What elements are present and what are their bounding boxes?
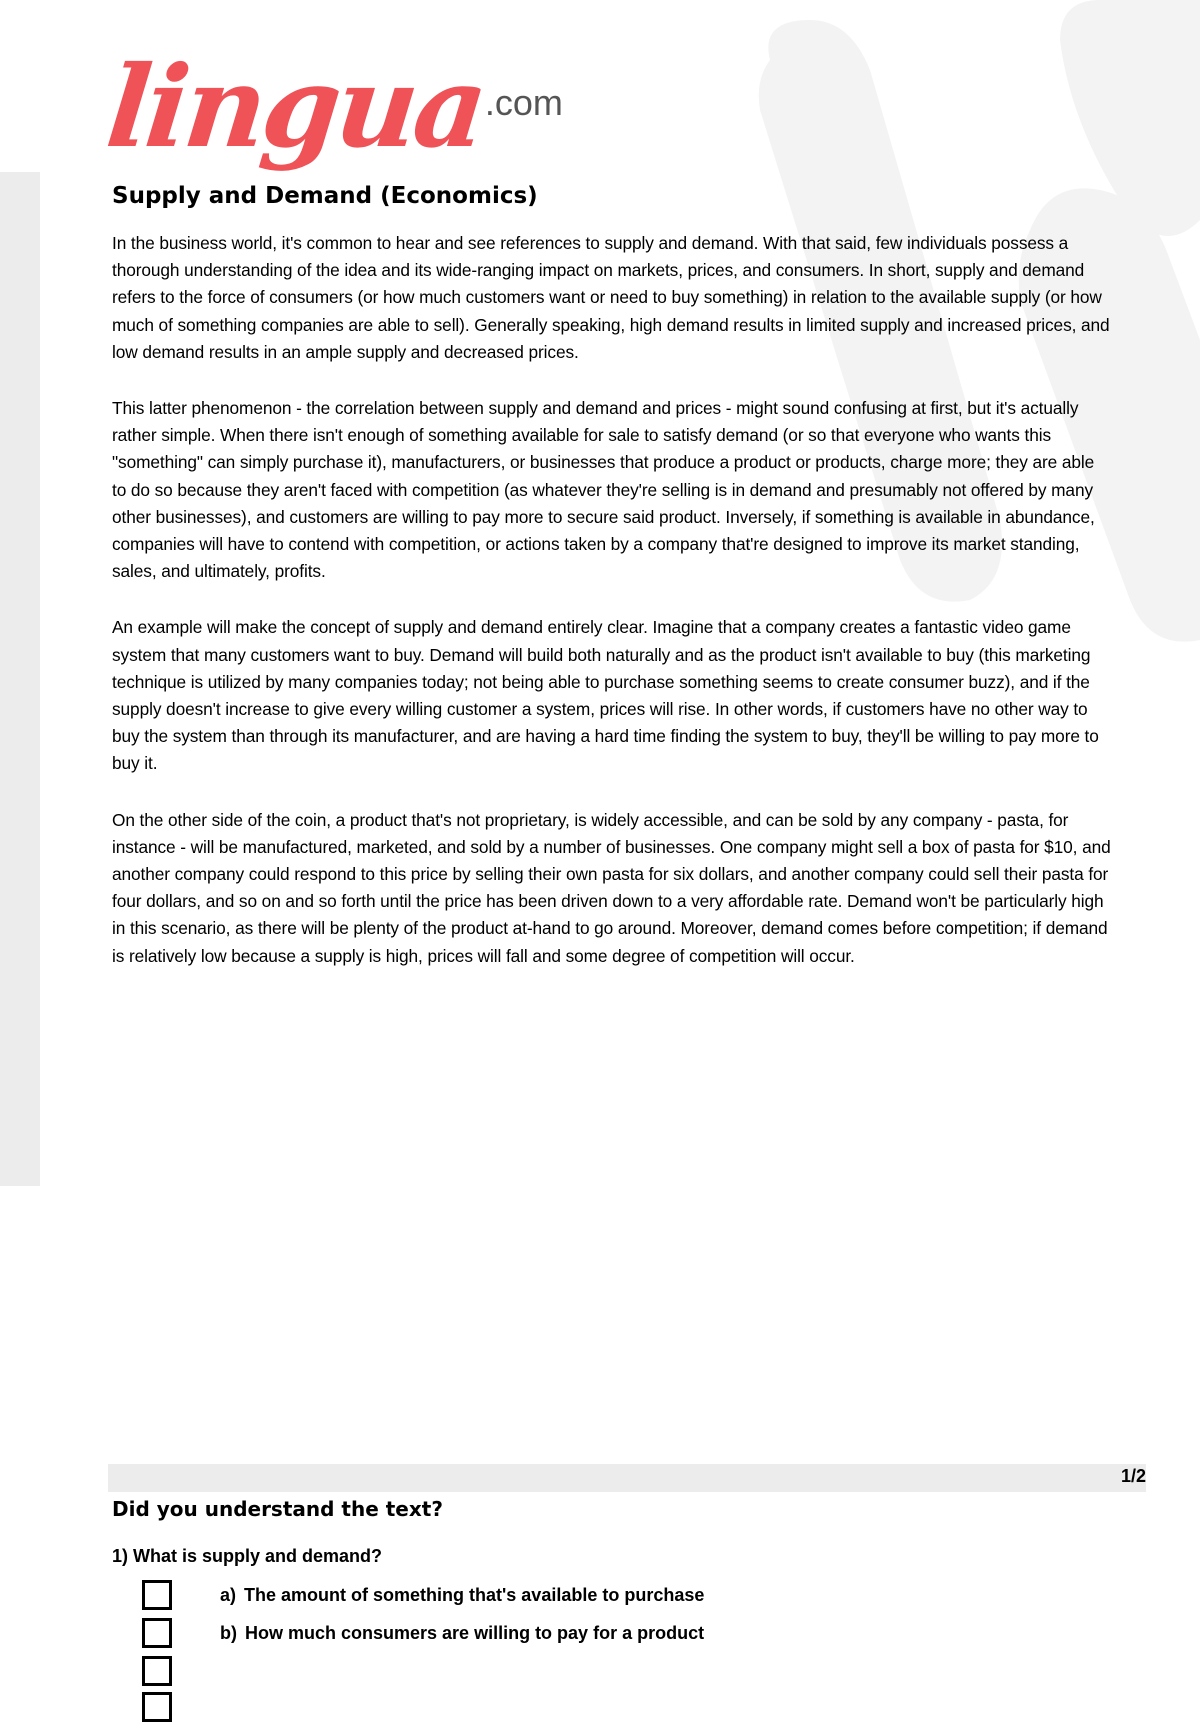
- paragraph: In the business world, it's common to hear and see references to supply and demand. With that said, few individuals possess a thorough understanding of the idea and its wide-ranging impact on markets, prices, and consumers. In short, supply and demand refers to the force of consumers (or how much customers want or need to buy something) in relation to the available supply (or how much of something companies are able to sell). Generally speaking, high demand results in limited supply and increased prices, and low demand results in an ample supply and decreased prices.: [112, 233, 1110, 362]
- answer-option-c[interactable]: [142, 1656, 228, 1686]
- option-text: How much consumers are willing to pay for a product: [245, 1622, 705, 1643]
- checkbox[interactable]: [142, 1656, 172, 1686]
- checkbox[interactable]: [142, 1618, 172, 1648]
- answer-option-d[interactable]: [142, 1692, 172, 1722]
- logo-wordmark: lingua: [101, 42, 490, 173]
- document-title: Supply and Demand (Economics): [112, 183, 538, 209]
- option-letter: a): [220, 1584, 237, 1605]
- left-margin-bar: [0, 172, 40, 1186]
- checkbox[interactable]: [142, 1692, 172, 1722]
- option-letter: b): [220, 1622, 237, 1643]
- paragraph: An example will make the concept of supply and demand entirely clear. Imagine that a company creates a fantastic video game system that many customers want to buy. Demand will build both naturally and as the product isn't available to buy (this marketing technique is utilized by many companies today; not being able to purchase something seems to create consumer buzz), and if the supply doesn't increase to give every willing customer a system, prices will rise. In other words, if customers have no other way to buy the system than through its manufacturer, and are having a hard time finding the system to buy, they'll be willing to pay more to buy it.: [112, 617, 1099, 774]
- checkbox[interactable]: [142, 1580, 172, 1610]
- page-number: 1/2: [1120, 1466, 1146, 1486]
- paragraph: This latter phenomenon - the correlation between supply and demand and prices - might sound confusing at first, but it's actually rather simple. When there isn't enough of something available for sale to satisfy demand (or so that everyone who wants this "something" can simply purchase it), manufacturers, or businesses that produce a product or products, charge more; they are able to do so because they aren't faced with competition (as whatever they're selling is in demand and presumably not offered by many other businesses), and customers are willing to pay more to secure said product. Inversely, if something is available in abundance, companies will have to contend with competition, or actions taken by a company that're designed to improve its market standing, sales, and ultimately, profits.: [112, 398, 1095, 582]
- quiz-heading: Did you understand the text?: [112, 1497, 443, 1521]
- paragraph: On the other side of the coin, a product that's not proprietary, is widely accessible, and can be sold by any company - pasta, for instance - will be manufactured, marketed, and sold by a number of businesses. One company might sell a box of pasta for $10, and another company could respond to this price by selling their own pasta for six dollars, and another company could sell their pasta for four dollars, and so on and so forth until the price has been driven down to a very affordable rate. Demand won't be particularly high in this scenario, as there will be plenty of the product at-hand to go around. Moreover, demand comes before competition; if demand is relatively low because a supply is high, prices will fall and some degree of competition will occur.: [112, 809, 1111, 966]
- article-body: [112, 230, 1112, 999]
- answer-option-b[interactable]: [142, 1618, 704, 1648]
- lingua-logo[interactable]: [101, 24, 563, 173]
- question-1: 1) What is supply and demand?: [112, 1546, 383, 1566]
- page-footer-band: [108, 1464, 1146, 1492]
- answer-option-a[interactable]: [142, 1580, 704, 1610]
- option-text: The amount of something that's available to purchase: [244, 1584, 705, 1605]
- logo-domain-suffix: .com: [484, 82, 563, 123]
